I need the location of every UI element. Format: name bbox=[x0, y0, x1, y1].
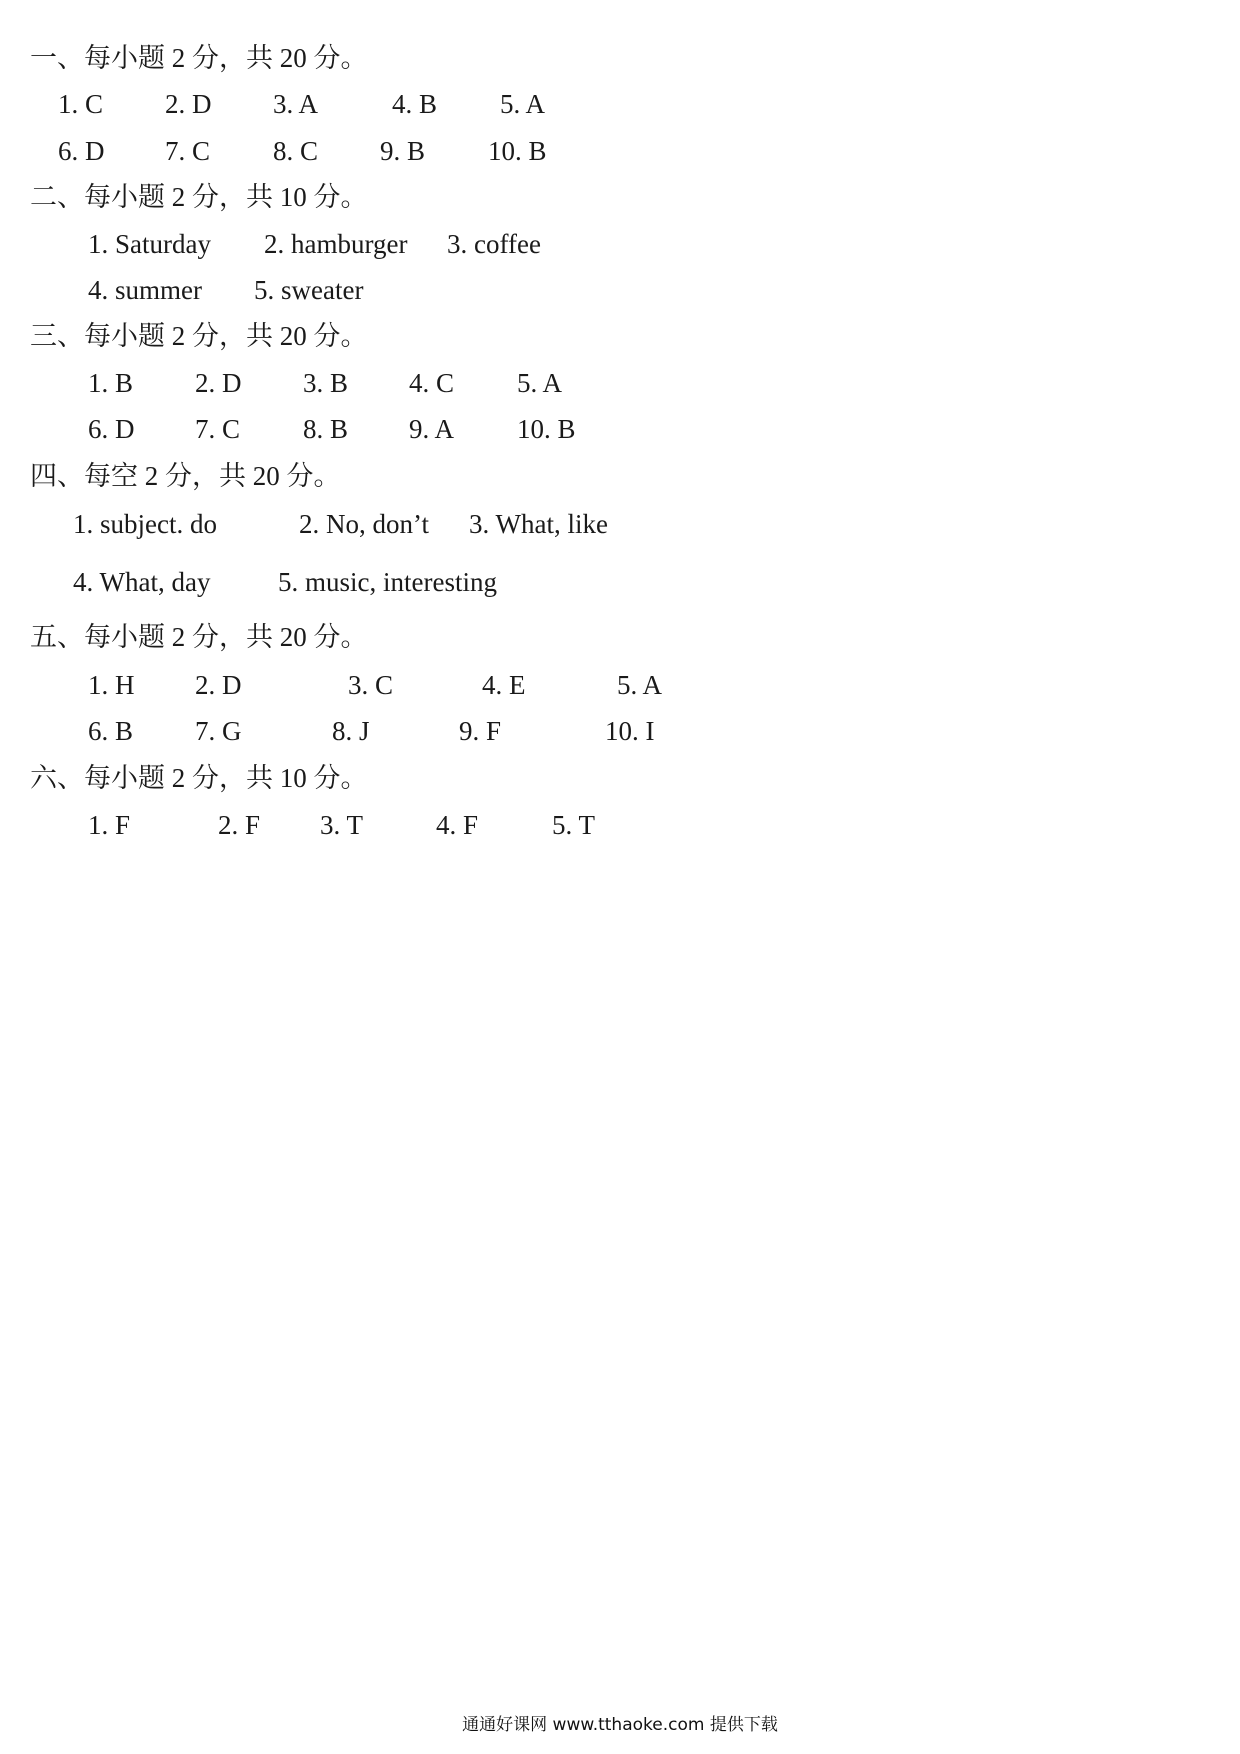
answer-item: 4. What, day bbox=[73, 567, 211, 597]
answer-item: 3. B bbox=[303, 368, 349, 398]
answer-item: 1. subject. do bbox=[73, 509, 217, 539]
section-5-heading: 五、每小题 2 分，共 20 分。 bbox=[30, 622, 368, 652]
answer-item: 2. F bbox=[218, 810, 261, 840]
answer-item: 10. B bbox=[488, 136, 547, 166]
answer-item: 4. C bbox=[409, 368, 455, 398]
section-3-heading: 三、每小题 2 分，共 20 分。 bbox=[30, 321, 368, 351]
answer-item: 5. music, interesting bbox=[278, 567, 497, 597]
answer-item: 6. D bbox=[88, 414, 135, 444]
section-2-heading: 二、每小题 2 分，共 10 分。 bbox=[30, 182, 368, 212]
answer-item: 8. B bbox=[303, 414, 349, 444]
answer-item: 2. hamburger bbox=[264, 229, 408, 259]
answer-item: 7. C bbox=[195, 414, 241, 444]
answer-item: 8. J bbox=[332, 716, 370, 746]
answer-item: 6. D bbox=[58, 136, 105, 166]
answer-item: 3. A bbox=[273, 89, 319, 119]
answer-item: 9. A bbox=[409, 414, 455, 444]
answer-item: 8. C bbox=[273, 136, 319, 166]
answer-item: 5. T bbox=[552, 810, 596, 840]
answer-item: 1. C bbox=[58, 89, 104, 119]
answer-item: 10. I bbox=[605, 716, 655, 746]
answer-item: 3. C bbox=[348, 670, 394, 700]
answer-item: 2. D bbox=[195, 670, 242, 700]
answer-item: 1. F bbox=[88, 810, 131, 840]
answer-item: 3. T bbox=[320, 810, 364, 840]
answer-item: 3. coffee bbox=[447, 229, 541, 259]
answer-item: 5. A bbox=[517, 368, 563, 398]
answer-item: 3. What, like bbox=[469, 509, 608, 539]
answer-item: 7. G bbox=[195, 716, 242, 746]
answer-item: 4. B bbox=[392, 89, 438, 119]
answer-item: 2. D bbox=[165, 89, 212, 119]
answer-item: 5. sweater bbox=[254, 275, 364, 305]
answer-item: 4. E bbox=[482, 670, 526, 700]
answer-item: 1. B bbox=[88, 368, 134, 398]
answer-item: 1. H bbox=[88, 670, 135, 700]
answer-item: 6. B bbox=[88, 716, 134, 746]
answer-item: 10. B bbox=[517, 414, 576, 444]
answer-item: 5. A bbox=[500, 89, 546, 119]
footer-source-note: 通通好课网 www.tthaoke.com 提供下载 bbox=[462, 1715, 778, 1735]
answer-item: 9. B bbox=[380, 136, 426, 166]
answer-item: 1. Saturday bbox=[88, 229, 211, 259]
answer-item: 2. D bbox=[195, 368, 242, 398]
answer-item: 9. F bbox=[459, 716, 502, 746]
answer-item: 7. C bbox=[165, 136, 211, 166]
answer-item: 5. A bbox=[617, 670, 663, 700]
section-6-heading: 六、每小题 2 分，共 10 分。 bbox=[30, 763, 368, 793]
section-4-heading: 四、每空 2 分，共 20 分。 bbox=[30, 461, 341, 491]
answer-item: 4. summer bbox=[88, 275, 202, 305]
section-1-heading: 一、每小题 2 分，共 20 分。 bbox=[30, 43, 368, 73]
answer-item: 2. No, don’t bbox=[299, 509, 430, 539]
answer-item: 4. F bbox=[436, 810, 479, 840]
